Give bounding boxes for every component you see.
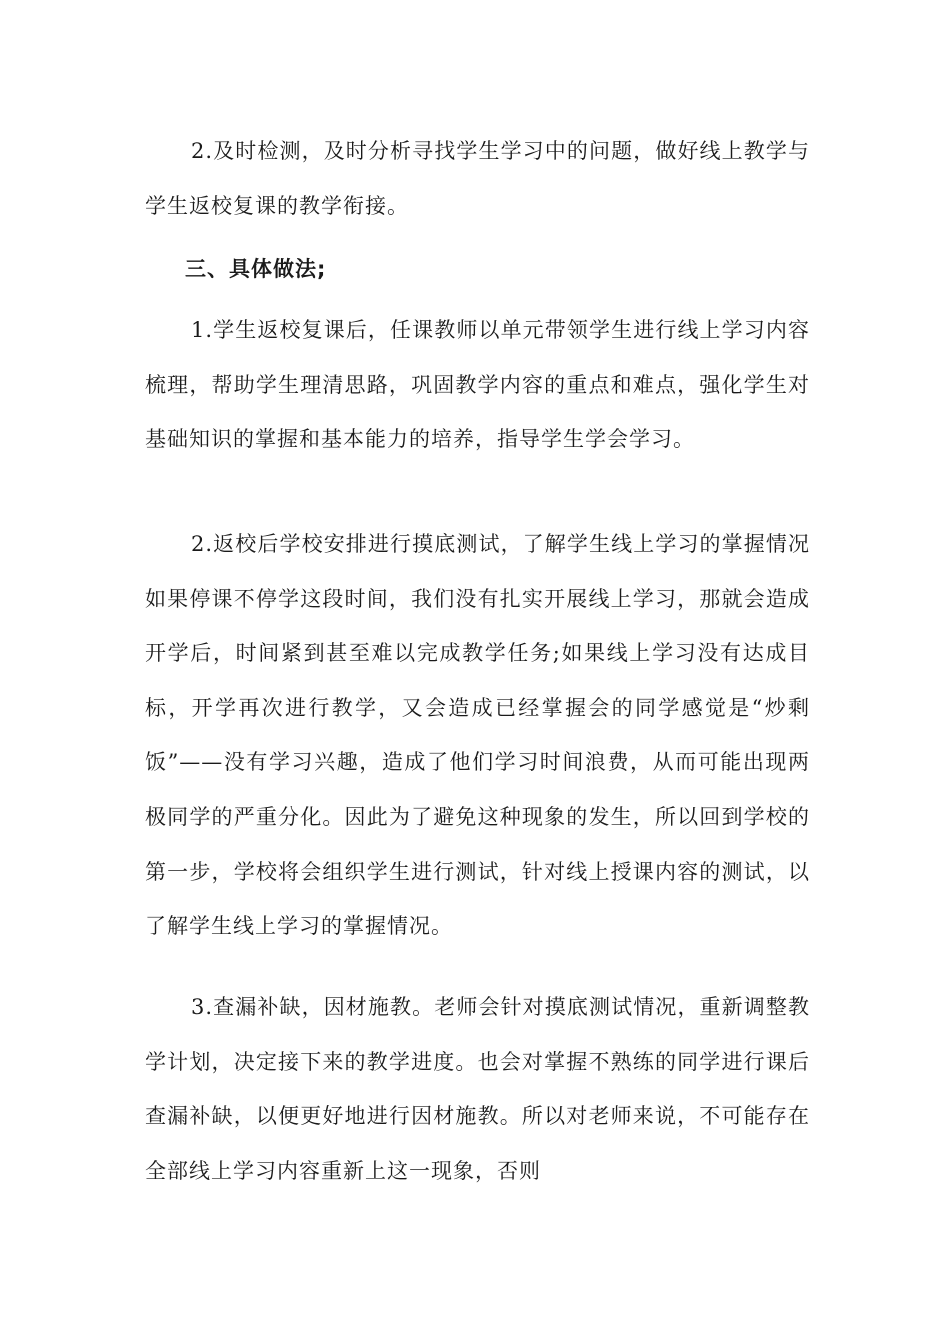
paragraph-review-content: 1.学生返校复课后，任课教师以单元带领学生进行线上学习内容梳理，帮助学生理清思路，巩固教学内容的重点和难点，强化学生对基础知识的掌握和基本能力的培养，指导学生学会学习。: [145, 318, 810, 452]
paragraph-timely-testing: 2.及时检测，及时分析寻找学生学习中的问题，做好线上教学与学生返校复课的教学衔接。: [145, 139, 810, 218]
paragraph-baseline-test: 2.返校后学校安排进行摸底测试，了解学生线上学习的掌握情况如果停课不停学这段时间，我们没有扎实开展线上学习，那就会造成开学后，时间紧到甚至难以完成教学任务;如果线上学习没有达成目标，开学再次进行教学，又会造成已经掌握会的同学感觉是“炒剩饭”——没有学习兴趣，造成了他们学习时间浪费，从而可能出现两极同学的严重分化。因此为了避免这种现象的发生，所以回到学校的第一步，学校将会组织学生进行测试，针对线上授课内容的测试，以了解学生线上学习的掌握情况。: [145, 532, 810, 939]
paragraph-fill-gaps: 3.查漏补缺，因材施教。老师会针对摸底测试情况，重新调整教学计划，决定接下来的教学进度。也会对掌握不熟练的同学进行课后查漏补缺，以便更好地进行因材施教。所以对老师来说，不可能存在全部线上学习内容重新上这一现象，否则: [145, 995, 810, 1183]
section-heading-specific-methods: 三、具体做法;: [185, 257, 327, 281]
